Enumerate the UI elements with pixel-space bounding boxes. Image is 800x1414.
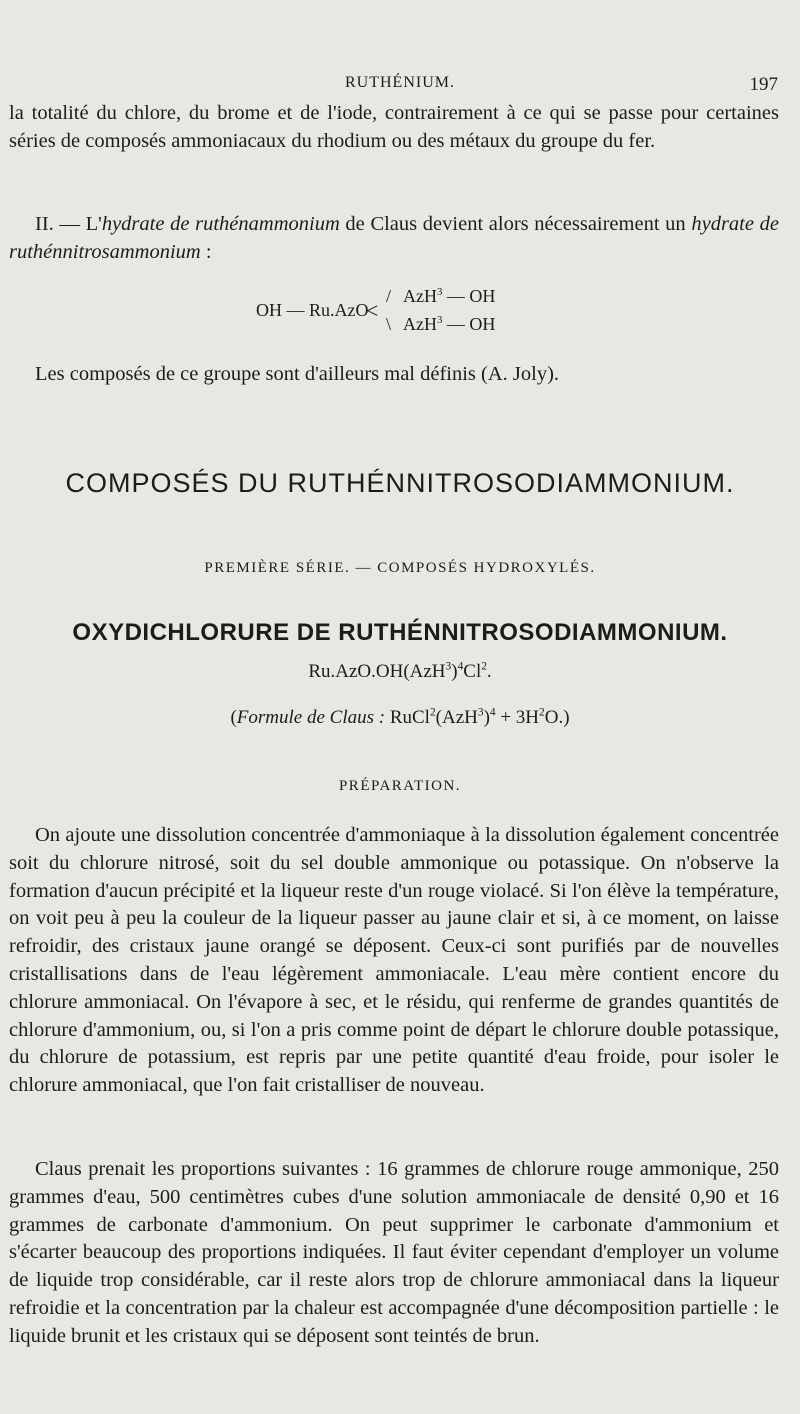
formula-brace: < [366,298,379,323]
formula-upper-slash: / [386,286,392,306]
formula-upper-sup: 3 [437,285,443,298]
cf-d: . [486,661,492,682]
formula-upper-a: AzH [403,286,437,306]
page-header [0,72,800,98]
cf-s1: 3 [445,660,452,673]
formula-lower-branch [403,314,495,335]
claus-b: (AzH [435,707,478,728]
claus-s2: 3 [477,706,484,719]
formula-lower-sup: 3 [437,313,443,326]
formula-left: OH — Ru.AzO [256,300,369,320]
formula-lower-b: — OH [442,314,496,334]
preparation-heading: PRÉPARATION. [338,778,462,794]
compound-formula [0,661,800,683]
claus-d: + 3H [495,707,540,728]
cf-s2: 4 [457,660,464,673]
claus-formula [0,707,800,729]
claus-s3: 4 [489,706,496,719]
claus-s4: 2 [539,706,545,719]
section-ii-mid: de Claus devient alors nécessairement un [339,213,692,235]
section-ii-paragraph [9,211,779,267]
cf-s3: 2 [481,660,487,673]
claus-c: ) [483,707,490,728]
term-hydrate-ruthennitrosammonium: hydrate de ruthénnitrosammonium [9,213,779,263]
series-heading: PREMIÈRE SÉRIE. — COMPOSÉS HYDROXYLÉS. [204,560,596,576]
page-number: 197 [749,74,778,95]
cf-a: Ru.AzO.OH(AzH [308,661,446,682]
claus-label: Formule de Claus : [236,707,386,728]
formula-lower-a: AzH [403,314,437,334]
claus-e: O.) [544,707,570,728]
structural-formula [256,284,556,344]
intro-paragraph: la totalité du chlore, du brome et de l'iode, contrairement à ce qui se passe pour certaines séries de composés ammoniacaux du rhodium ou des métaux du groupe du fer. [9,102,779,152]
section-ii-article: L' [85,213,102,235]
section-ii-suffix: : [200,240,212,263]
section-title: COMPOSÉS DU RUTHÉNNITROSODIAMMONIUM. [65,468,735,498]
running-title: RUTHÉNIUM. [345,74,455,91]
section-ii-prefix: II. — [35,213,86,235]
cf-c: Cl [463,661,482,682]
formula-upper-branch [403,286,495,307]
term-hydrate-ruthenammonium: hydrate de ruthénammonium [101,213,340,235]
formula-upper-b: — OH [442,286,496,306]
compound-title: OXYDICHLORURE DE RUTHÉNNITROSODIAMMONIUM. [72,619,728,646]
claus-proportions-paragraph: Claus prenait les proportions suivantes : 16 grammes de chlorure rouge ammonique, 250 grammes d'eau, 500 centimètres cubes d'une solution ammoniacale de densité 0,90 et 16 grammes de carbonate d'ammonium. On peut supprimer le carbonate d'ammonium et s'écarter beaucoup des proportions indiquées. Il faut éviter cependant d'employer un volume de liquide trop considérable, car il reste alors trop de chlorure ammoniacal dans la liqueur refroidie et la concentration par la chaleur est accompagnée d'une décomposition partielle : le liquide brunit et les cristaux qui se déposent sont teintés de brun. [9,1158,779,1347]
note-line: Les composés de ce groupe sont d'ailleurs mal définis (A. Joly). [35,363,560,385]
formula-lower-slash: \ [386,314,392,334]
preparation-paragraph: On ajoute une dissolution concentrée d'ammoniaque à la dissolution également concentrée soit du chlorure nitrosé, soit du sel double ammonique ou potassique. On n'observe la formation d'aucun précipité et la liqueur reste d'un rouge violacé. Si l'on élève la température, on voit peu à peu la couleur de la liqueur passer au jaune clair et si, à ce moment, on laisse refroidir, des cristaux jaune orangé se déposent. Ceux-ci sont purifiés par de nouvelles cristallisations dans de l'eau légèrement ammoniacale. L'eau mère contient encore du chlorure ammoniacal. On l'évapore à sec, et le résidu, qui renferme de grandes quantités de chlorure d'ammonium, ou, si l'on a pris comme point de départ le chlorure double potassique, du chlorure de potassium, est repris par une petite quantité d'eau froide, pour isoler le chlorure ammoniacal, que l'on fait cristalliser de nouveau. [9,824,779,1097]
claus-open: ( [230,707,237,728]
claus-s1: 2 [429,706,436,719]
cf-b: ) [451,661,458,682]
claus-a: RuCl [385,707,430,728]
